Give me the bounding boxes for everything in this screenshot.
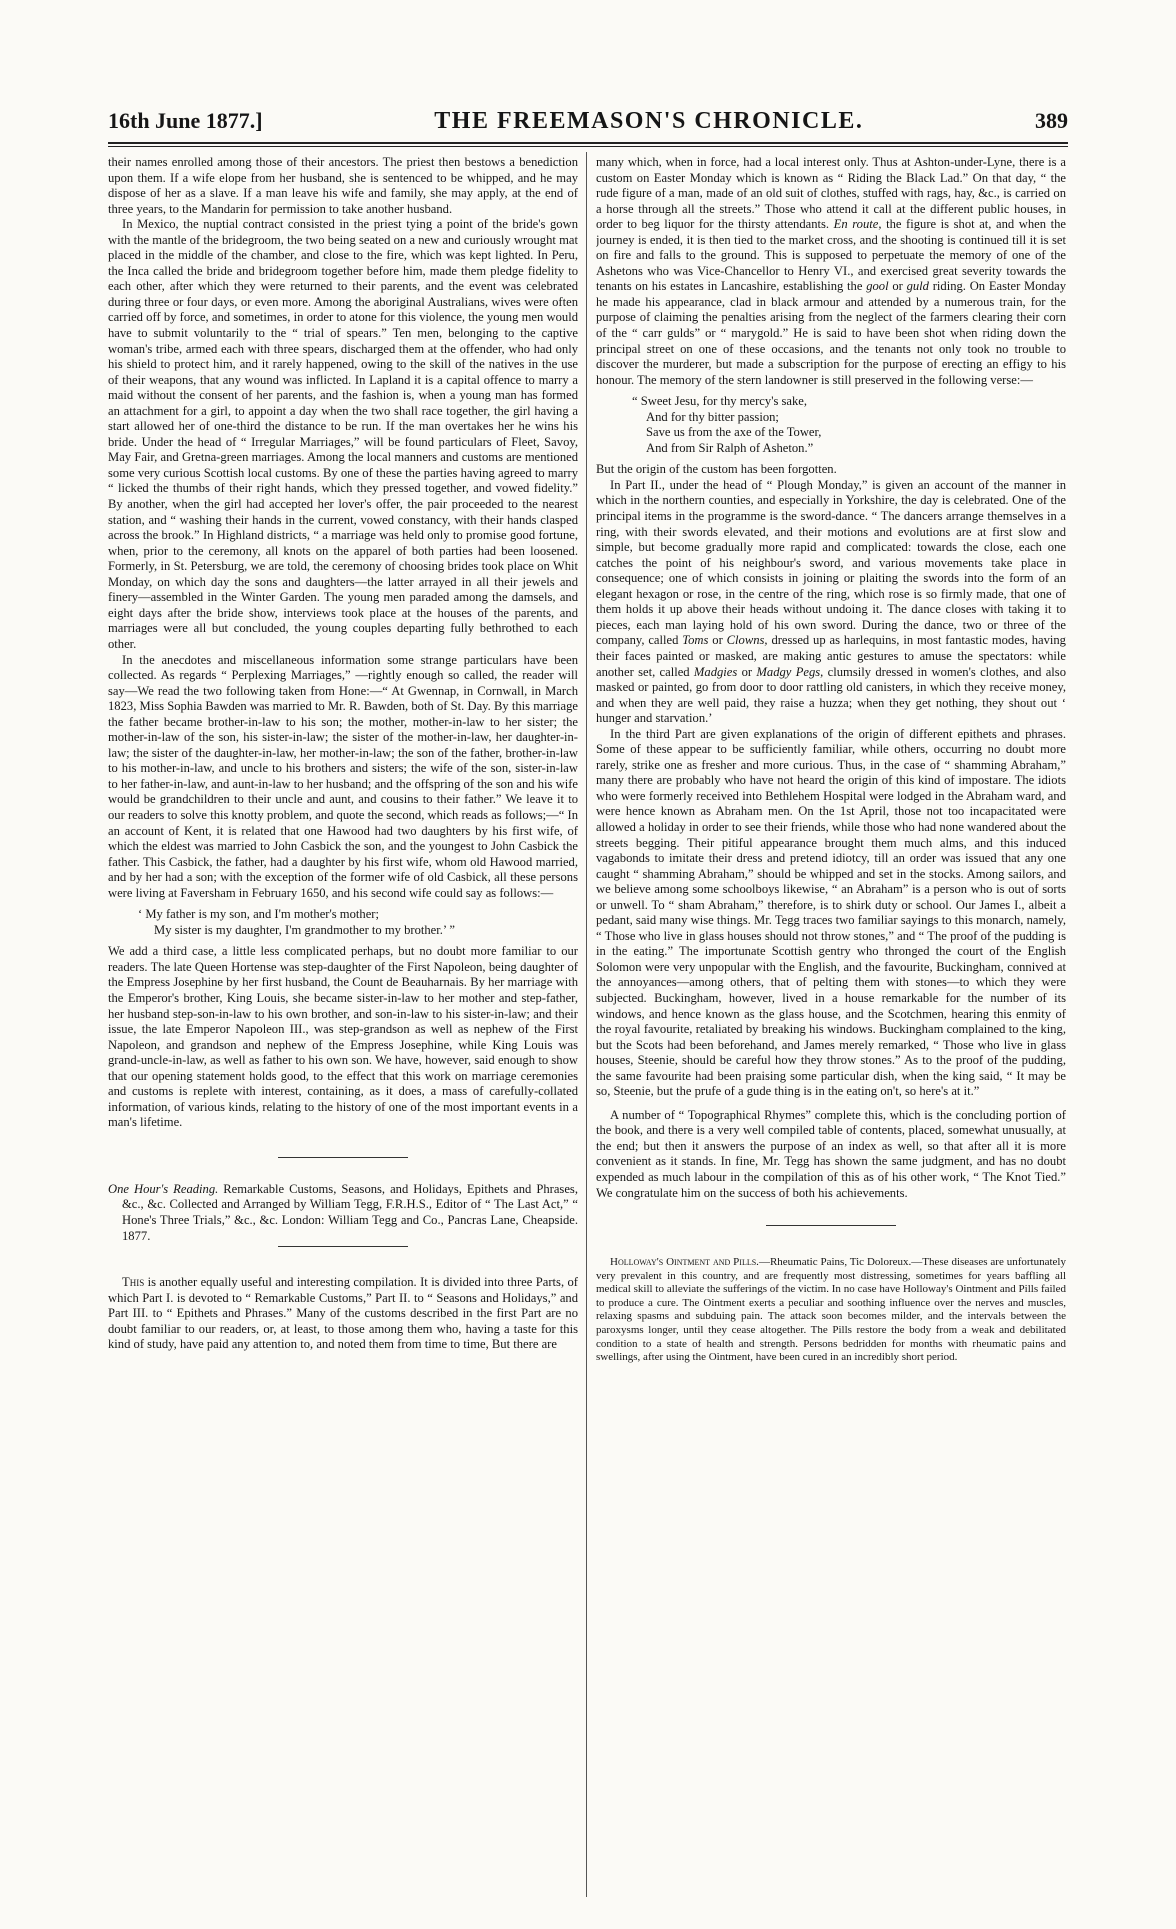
section-divider — [278, 1157, 408, 1158]
paragraph-text: is another equally useful and interesting compilation. It is divided into three Parts, of which Part I. is devoted to “ Remarkable Customs,” Part II. to “ Seasons and Holidays,” and Part III. to “ Epithets and Phrases.” Many of the customs described in the first Part are no doubt familiar to our readers, or, at least, to those among them who, having a taste for this kind of study, have paid any attention to, and noted them from time to time, But there are — [108, 1275, 578, 1352]
section-divider — [278, 1246, 408, 1247]
review-heading — [108, 1182, 578, 1244]
paragraph: A number of “ Topographical Rhymes” complete this, which is the concluding portion of the book, and there is a very well compiled table of contents, placed, somewhat unusually, at the end; but then it answers the purpose of an index as well, so that after all it is more convenient as it stands. In fine, Mr. Tegg has shown the same judgment, and has no doubt expended as much labour in the compilation of this as of his other work, “ The Knot Tied.” We congratulate him on the success of both his achievements. — [596, 1107, 1066, 1200]
italic-word: Madgies — [693, 664, 738, 679]
drop-word: This — [122, 1275, 145, 1290]
paragraph — [596, 155, 1066, 388]
advertisement-body: —Rheumatic Pains, Tic Doloreux.—These diseases are unfortunately very prevalent in this country, and are frequently most distressing, sometimes for years baffling all medical skill to alleviate the sufferings of the victim. In no case have Holloway's Ointment and Pills failed to produce a cure. The Ointment exerts a peculiar and soothing influence over the nerves and muscles, relaxing spasms and subduing pain. The attack soon becomes milder, and the intervals between the paroxysms longer, until they cease altogether. The Pills restore the body from a weak and debilitated condition to a state of health and strength. Persons bedridden for months with rheumatic pains and swellings, after using the Ointment, have been cured in an incredibly short period. — [596, 1256, 1066, 1364]
review-bibliographic-details: Remarkable Customs, Seasons, and Holidays, Epithets and Phrases, &c., &c. Collected and Arranged by William Tegg, F.R.H.S., Editor of “ The Last Act,” “ Hone's Three Trials,” &c., &c. London: William Tegg and Co., Pancras Lane, Cheapside. 1877. — [122, 1181, 578, 1243]
paragraph-text: dressed up as harlequins, in most fantastic modes, having their faces painted or masked, are making antic gestures to amuse the spectators: while another set, called — [596, 633, 1066, 679]
italic-word: Toms — [682, 633, 709, 648]
issue-date: 16th June 1877.] — [108, 108, 263, 133]
paragraph: In the third Part are given explanations of the origin of different epithets and phrases. Some of these appear to be sufficiently familiar, while others, occurring no doubt more rarely, strike one as fresher and more curious. Thus, in the case of “ shamming Abraham,” many there are probably who have not heard the origin of this kind of impostare. The idiots who were formerly received into Bethlehem Hospital were lodged in the Abraham ward, and were hence known as Abraham men. On the 1st April, those not too incapacitated were allowed a holiday in order to see their friends, while those who had none wandered about the streets begging. Their pitiful appearance brought them much alms, and this induced vagabonds to imitate their dress and pretend idiotcy, till an order was issued that any one caught “ shamming Abraham,” should be whipped and set in the stocks. Among sailors, and we believe among some schoolboys likewise, “ an Abraham” is a person who is out of sorts or unwell. To “ sham Abraham,” therefore, is to shirk duty or school. Our James I., albeit a pedant, said many wise things. Mr. Tegg traces two familiar sayings to this monarch, namely, “ Those who live in glass houses should not throw stones,” and “ The proof of the pudding is in the eating.” The importunate Scottish gentry who thronged the court of the English Solomon were very unpopular with the English, and the favourite, Buckingham, connived at the annoyances—among others, that of pelting them with stones—to which they were subjected. Buckingham, however, lived in a house remarkable for the number of its windows, and hence known as the glass house, and the Scotchmen, hearing this enmity of the royal favourite, retaliated by breaking his windows. Buckingham complained to the king, but the Scots had been beforehand, and James merely remarked, “ Those who live in glass houses, Steenie, should be careful how they throw stones.” As to the proof of the pudding, the same favourite had been praising some particular dish, when the king said, “ It may be so, Steenie, but the prufe of a gude thing is in the eating on't, so here's at it.” — [596, 726, 1066, 1099]
paragraph-text: clumsily dressed in women's clothes, and also masked or painted, go from door to door rattling old canisters, in which they receive money, and when they are well paid, they raise a huzza; when they get nothing, they shout out ‘ hunger and starvation.’ — [596, 664, 1066, 726]
quoted-verse — [632, 394, 1066, 456]
paragraph-text: the figure is shot at, and when the journey is ended, it is then tied to the market cross, and the shooting is continued till it is set on fire and falls to the ground. This is supposed to perpetuate the memory of one of the Ashetons who was Vice-Chancellor to Henry VI., and exercised great severity towards the tenants on his estates in Lancashire, establishing the — [596, 217, 1066, 294]
italic-word: Madgy Pegs, — [756, 664, 824, 679]
verse-line: Save us from the axe of the Tower, — [646, 425, 822, 440]
italic-phrase: En route, — [833, 217, 882, 232]
italic-word: gool — [866, 279, 889, 294]
verse-line: My sister is my daughter, I'm grandmother to my brother.’ ” — [154, 922, 455, 937]
paragraph-text: In Part II., under the head of “ Plough Monday,” is given an account of the manner in which in the northern counties, and especially in Yorkshire, the day is celebrated. One of the principal items in the programme is the sword-dance. “ The dancers arrange themselves in a ring, with their swords elevated, and their motions and evolutions are at first slow and simple, but become gradually more rapid and complicated: towards the close, each one catches the point of his neighbour's sword, and various movements take place in consequence; one of which consists in joining or plaiting the swords into the form of an elegant hexagon or rose, in the centre of the ring, which rose is so firmly made, that one of them holds it up above their heads without undoing it. The dance closes with taking it to pieces, each man laying hold of his own sword. During the dance, two or three of the company, called — [596, 477, 1066, 648]
left-column — [108, 155, 578, 1880]
advertisement-text — [596, 1256, 1066, 1365]
verse-line: And for thy bitter passion; — [646, 409, 779, 424]
verse-line: ‘ My father is my son, and I'm mother's mother; — [138, 907, 379, 922]
masthead-title: THE FREEMASON'S CHRONICLE. — [434, 108, 864, 134]
advertisement-title: Holloway's Ointment and Pills. — [610, 1256, 759, 1269]
quoted-verse — [138, 907, 578, 938]
paragraph: But the origin of the custom has been forgotten. — [596, 462, 837, 477]
paragraph: We add a third case, a little less complicated perhaps, but no doubt more familiar to our readers. The late Queen Hortense was step-daughter of the First Napoleon, being daughter of the Empress Josephine by her first husband, the Count de Beauharnais. By her marriage with the Emperor's brother, King Louis, she became sister-in-law to her mother and step-father, her husband step-son-in-law to his own brother, and son-in-law to his sister-in-law; and their issue, the late Emperor Napoleon III., was step-grandson as well as nephew of the First Napoleon, and grandson and nephew of the Empress Josephine, while King Louis was grand-uncle-in-law, as well as father to his own son. We have, however, said enough to show that our opening statement holds good, to the effect that this work on marriage ceremonies and customs is replete with interest, containing, as it does, a mass of carefully-collated information, of various kinds, relating to the history of one of the most important events in a man's lifetime. — [108, 944, 578, 1130]
section-divider — [766, 1225, 896, 1226]
page-header — [108, 108, 1068, 142]
paragraph-text: riding. On Easter Monday he made his appearance, clad in black armour and attended by a numerous train, for the purpose of claiming the penalties arising from the neglect of the farmers clearing their corn of the “ carr gulds” or “ marygold.” He is said to have been shot when riding down the principal street on one of these occasions, and the tenants not only took no trouble to discover the murderer, but made a subscription for the purpose of erecting an effigy to his honour. The memory of the stern landowner is still preserved in the following verse:— — [596, 279, 1066, 387]
paragraph-text: many which, when in force, had a local interest only. Thus at Ashton-under-Lyne, there is a custom on Easter Monday which is known as “ Riding the Black Lad.” On that day, “ the rude figure of a man, made of an old suit of clothes, stuffed with rags, hay, &c., is carried on a horse through all the streets.” Those who attend it call at the different public houses, in order to beg liquor for the thirsty attendants. — [596, 155, 1066, 232]
verse-line: “ Sweet Jesu, for thy mercy's sake, — [632, 394, 808, 409]
page-number: 389 — [1035, 108, 1068, 133]
right-column — [596, 155, 1066, 1880]
header-rule — [108, 142, 1068, 144]
column-divider — [586, 152, 587, 1897]
review-book-title: One Hour's Reading. — [108, 1181, 219, 1196]
header-rule-thin — [108, 146, 1068, 147]
advertisement — [596, 1256, 1066, 1365]
italic-word: guld — [906, 279, 929, 294]
paragraph: In Part II., under the head of “ Plough Monday,” is given an account of the manner in which in the northern counties, and especially in Yorkshire, the day is celebrated. One of the principal items in the programme is the sword-dance. “ The dancers arrange themselves in a ring, with their swords elevated, and their motions and evolutions are at first slow and simple, but become gradually more rapid and complicated: towards the close, each one catches the point of his neighbour's sword, and various movements take place in consequence; one of which consists in joining or plaiting the swords into the form of an elegant hexagon or rose, in the centre of the ring, which rose is so firmly made, that one of them holds it up above their heads without undoing it. The dance closes with taking it to pieces, each man laying hold of his own sword. During the dance, two or three of the company, called Toms or Clowns, dressed up as harlequins, in most fantastic modes, having their faces painted or masked, are making antic gestures to amuse the spectators: while another set, called Madgies or Madgy Pegs, clumsily dressed in women's clothes, and also masked or painted, go from door to door rattling old canisters, in which they receive money, and when they are well paid, they raise a huzza; when they get nothing, they shout out ‘ hunger and starvation.’ — [596, 477, 1066, 726]
paragraph: their names enrolled among those of their ancestors. The priest then bestows a benediction upon them. If a wife elope from her husband, she is sentenced to be whipped, and he may dispose of her as a slave. If a man leave his wife and family, she may apply, at the end of three years, to the Mandarin for permission to take another husband. — [108, 155, 578, 216]
paragraph: In Mexico, the nuptial contract consisted in the priest tying a point of the bride's gown with the mantle of the bridegroom, the two being seated on a new and curiously wrought mat placed in the middle of the chamber, and close to the fire, which was kept lighted. In Peru, the Inca called the bride and bridegroom together before him, made them pledge fidelity to each other, after which they were returned to their parents, and the event was celebrated during three or four days, or even more. Among the aboriginal Australians, wives were often carried off by force, and sometimes, in order to atone for this violence, the young men would have to submit voluntarily to the “ trial of spears.” Ten men, belonging to the captive woman's tribe, armed each with three spears, discharged them at the offender, who had only his shield to protect him, and it rarely happened, owing to the skill of the natives in the use of their weapons, that any wound was inflicted. In Lapland it is a capital offence to marry a maid without the consent of her parents, and the fashion is, when a young man has formed an attachment for a girl, to appoint a day when the two shall race together, the girl having a start allowed her of one-third the distance to be run. If the man overtakes her he wins his bride. Under the head of “ Irregular Marriages,” will be found particulars of Fleet, Savoy, May Fair, and Gretna-green marriages. Among the local manners and customs are mentioned some very curious Scottish local customs. By one of these the parties having agreed to marry “ licked the thumbs of their right hands, which they pressed together, and vowed fidelity.” By another, when the girl had accepted her lover's offer, the pair proceeded to the nearest station, and “ washing their hands in the current, vowed constancy, with their hands clasped across the brook.” In Highland districts, “ a marriage was held only to promise good fortune, when, prior to the ceremony, all knots on the apparel of both parties had been loosened. Formerly, in St. Petersburg, we are told, the ceremony of choosing brides took place on Whit Monday, on which day the sons and daughters—the latter arrayed in all their jewels and finery—assembled in the Winter Garden. The young men paraded among the damsels, and eight days after the bride show, interviews took place at the houses of the parents, and marriages were all but concluded, the young couples departing fully bethrothed to each other. — [108, 217, 578, 651]
paragraph: In the anecdotes and miscellaneous information some strange particulars have been collected. As regards “ Perplexing Marriages,” —rightly enough so called, the reader will say—We read the two following taken from Hone:—“ At Gwennap, in Cornwall, in March 1823, Miss Sophia Bawden was married to Mr. R. Bawden, both of St. Day. By this marriage the father became brother-in-law to his son; the mother, mother-in-law to her sister; the mother-in-law of the son, his sister-in-law; the sister of the mother-in-law, her daughter-in-law; the sister of the daughter-in-law, her mother-in-law; the son of the father, brother-in-law to his mother-in-law, and uncle to his brothers and sisters; the wife of the son, sister-in-law to her father-in-law, and aunt-in-law to her husband; and the offspring of the son and his wife would be grandchildren to their uncle and aunt, and cousins to their father.” We leave it to our readers to solve this knotty problem, and quote the second, which reads as follows;—“ In an account of Kent, it is related that one Hawood had two daughters by his first wife, of which the eldest was married to John Casbick the son, and the youngest to John Casbick the father. This Casbick, the father, had a daughter by his first wife, whom old Hawood married, and by her had a son; with the exception of the former wife of old Casbick, all these persons were living at Faversham in February 1650, and his second wife could say as follows:— — [108, 652, 578, 900]
italic-word: Clowns, — [726, 633, 768, 648]
paragraph — [108, 1275, 578, 1353]
paragraph-text: or — [892, 279, 903, 294]
verse-line: And from Sir Ralph of Asheton.” — [646, 440, 814, 455]
